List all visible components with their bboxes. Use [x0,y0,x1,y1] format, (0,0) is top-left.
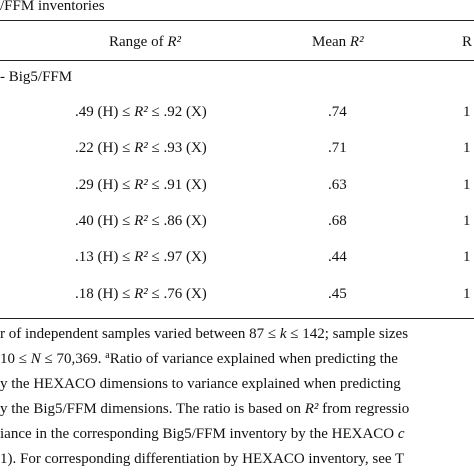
mean-value: .44 [328,249,347,265]
ratio-value: 1 [463,140,471,156]
footnote-text: ≤ 142; sample sizes [290,326,409,342]
range-upper: ≤ .86 (X) [151,213,207,229]
range-upper: ≤ .93 (X) [151,140,207,156]
ratio-value: 1 [463,286,471,302]
header-ratio-label: R [462,34,473,50]
header-range-var: R² [167,34,181,50]
range-lower: .18 (H) ≤ [75,286,131,302]
footnote-line-6 [0,450,404,468]
range-upper: ≤ .91 (X) [151,177,207,193]
range-var: R² [134,286,148,302]
mean-value: .71 [328,140,347,156]
footnote-line-3 [0,375,401,393]
range-cell [75,248,207,266]
ratio-cell [463,139,471,157]
footnote-marker: a [105,350,110,361]
footnote-text: y the Big5/FFM dimensions. The ratio is based on [0,401,301,417]
mean-value: .74 [328,104,347,120]
range-upper: ≤ .92 (X) [151,104,207,120]
ratio-value: 1 [463,104,471,120]
range-cell [75,139,207,157]
ratio-value: 1 [463,213,471,229]
top-rule [0,20,474,21]
range-var: R² [134,213,148,229]
ratio-cell [463,176,471,194]
header-mean-var: R² [349,34,364,50]
footnote-text: from regressio [322,401,410,417]
range-lower: .22 (H) ≤ [75,140,131,156]
mean-value: .63 [328,177,347,193]
range-var: R² [134,249,148,265]
footnote-line-2 [0,350,398,368]
range-var: R² [134,177,148,193]
header-ratio [462,33,472,51]
footnote-text: y the HEXACO dimensions to variance explained when predicting [0,376,401,392]
caption-text: /FFM inventories [0,0,105,14]
footnote-text: 10 ≤ [0,351,27,367]
footnote-line-1 [0,325,408,343]
footnote-var-n: N [30,351,41,367]
mean-cell [328,285,347,303]
range-cell [75,212,207,230]
footnote-line-4 [0,400,409,418]
footnote-var-r: R² [304,401,319,417]
range-var: R² [134,140,148,156]
bottom-rule [0,318,474,319]
header-mean [312,33,364,51]
footnote-var-k: k [279,326,287,342]
mean-value: .68 [328,213,347,229]
footnote-line-5 [0,425,405,443]
section-label [0,68,72,86]
range-lower: .13 (H) ≤ [75,249,131,265]
ratio-cell [463,103,471,121]
mean-cell [328,212,347,230]
ratio-value: 1 [463,177,471,193]
section-label-text: - Big5/FFM [0,69,73,85]
ratio-value: 1 [463,249,471,265]
range-cell [75,176,207,194]
table-caption [0,0,105,15]
range-var: R² [134,104,148,120]
footnote-text: c [397,426,405,442]
ratio-cell [463,285,471,303]
header-range [109,33,181,51]
range-lower: .29 (H) ≤ [75,177,131,193]
header-range-label: Range of [109,34,164,50]
mean-cell [328,248,347,266]
header-rule [0,60,474,61]
header-mean-label: Mean [312,34,347,50]
range-upper: ≤ .97 (X) [151,249,207,265]
footnote-text: r of independent samples varied between 87 ≤ [0,326,277,342]
footnote-text: ≤ 70,369. [44,351,102,367]
mean-value: .45 [328,286,347,302]
range-upper: ≤ .76 (X) [151,286,207,302]
footnote-text: Ratio of variance explained when predicting the [109,351,398,367]
mean-cell [328,103,347,121]
range-lower: .40 (H) ≤ [75,213,131,229]
footnote-text: 1). For corresponding differentiation by HEXACO inventory, see T [0,451,405,467]
footnote-text: iance in the corresponding Big5/FFM inventory by the HEXACO [0,426,395,442]
ratio-cell [463,212,471,230]
ratio-cell [463,248,471,266]
mean-cell [328,139,347,157]
range-cell [75,285,207,303]
range-cell [75,103,207,121]
range-lower: .49 (H) ≤ [75,104,131,120]
mean-cell [328,176,347,194]
